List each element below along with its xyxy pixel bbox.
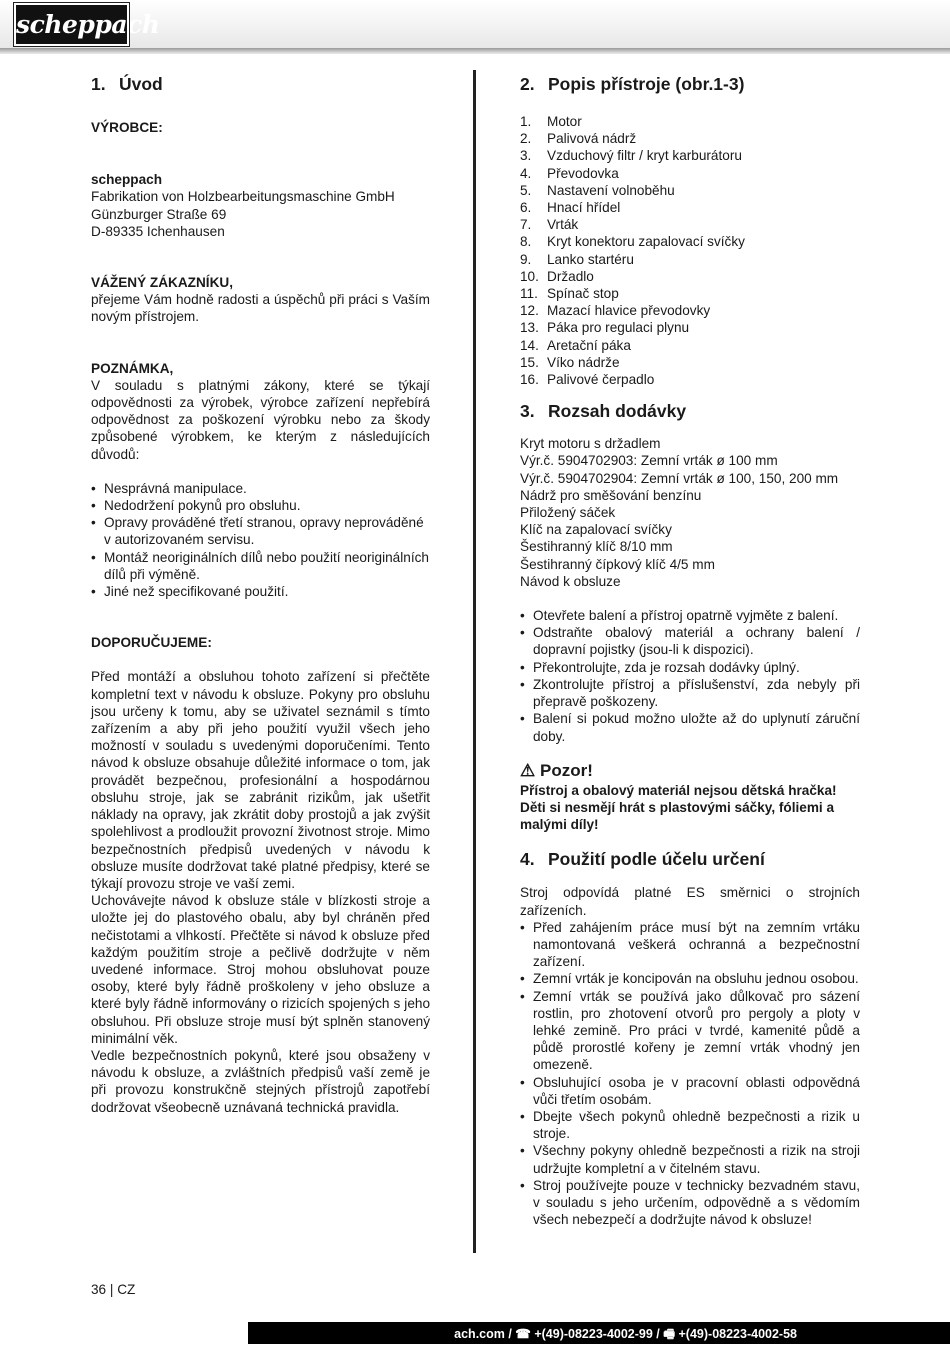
list-item xyxy=(520,199,860,216)
item-label: Aretační páka xyxy=(547,337,631,353)
item-label: Kryt konektoru zapalovací svíčky xyxy=(547,234,745,250)
item-label: Nastavení volnoběhu xyxy=(547,182,675,198)
list-item xyxy=(520,233,860,250)
item-number: 5. xyxy=(520,182,532,198)
item-number: 10. xyxy=(520,268,539,284)
unpack-list xyxy=(520,607,860,745)
item-number: 8. xyxy=(520,234,532,250)
list-item: • Všechny pokyny ohledně bezpečnosti a rizik na stroji udržujte kompletní a v čitelném stavu. xyxy=(520,1142,860,1176)
list-item xyxy=(520,371,860,388)
delivery-item: Šestihranný klíč 8/10 mm xyxy=(520,539,673,555)
list-item: • Zkontrolujte přístroj a příslušenství, zda nebyly při přepravě poškozeny. xyxy=(520,676,860,710)
list-item: • Montáž neoriginálních dílů nebo použití neoriginálních dílů při výměně. xyxy=(91,549,430,583)
list-item: • Jiné než specifikované použití. xyxy=(91,583,430,600)
recommend-paragraph: Uchovávejte návod k obsluze stále v blízkosti stroje a uložte jej do plastového obalu, aby byl chráněn před nečistotami a vlhkostí. Přečtěte si návod k obsluze před každým použitím stroje a pečlivě dodržujte v něm uvedené informace. Stroj mohou obsluhovat pouze osoby, které byly řádně proškoleny v jeho obsluze a které byly řádně informovány o rizicích spojených s jeho obsluhou. Při obsluze stroje musí být splněn stanovený minimální věk. xyxy=(91,893,430,1046)
footer-bar-left xyxy=(0,1322,154,1344)
list-item: • Obsluhující osoba je v pracovní oblasti odpovědná vůči třetím osobám. xyxy=(520,1074,860,1108)
delivery-item: Šestihranný čípkový klíč 4/5 mm xyxy=(520,556,715,572)
delivery-item: Kryt motoru s držadlem xyxy=(520,436,661,452)
list-item xyxy=(520,251,860,268)
column-divider xyxy=(473,70,476,1253)
item-label: Hnací hřídel xyxy=(547,200,621,216)
list-item xyxy=(520,319,860,336)
right-column xyxy=(520,70,860,1228)
list-item: • Opravy prováděné třetí stranou, opravy neprováděné v autorizovaném servisu. xyxy=(91,514,430,548)
list-item: • Nedodržení pokynů pro obsluhu. xyxy=(91,497,430,514)
list-item: • Zemní vrták se používá jako důlkovač pro sázení rostlin, pro zhotovení otvorů pro pergoly a ploty v lehké zemině. Pro práci v tvrdé, kamenité půdě a půdě prorostlé kořeny je zemní vrták vhodný jen omezeně. xyxy=(520,988,860,1074)
item-number: 13. xyxy=(520,320,539,336)
warning-icon: ⚠ xyxy=(520,760,536,780)
list-item: • Překontrolujte, zda je rozsah dodávky úplný. xyxy=(520,659,860,676)
section-number: 1. xyxy=(91,74,106,94)
list-item: • Otevřete balení a přístroj opatrně vyjměte z balení. xyxy=(520,607,860,624)
item-number: 11. xyxy=(520,286,538,302)
item-number: 12. xyxy=(520,303,539,319)
usage-intro: Stroj odpovídá platné ES směrnici o strojních zařízeních. xyxy=(520,885,860,918)
usage-list xyxy=(520,919,860,1229)
section-3-heading xyxy=(520,400,860,422)
item-number: 14. xyxy=(520,337,539,353)
warning-title: Pozor! xyxy=(539,760,593,780)
list-item xyxy=(520,354,860,371)
address-line: D-89335 Ichenhausen xyxy=(91,223,225,239)
list-item xyxy=(520,113,860,130)
list-item: • Stroj používejte pouze v technicky bezvadném stavu, v souladu s jeho určením, odpovědně a s vědomím všech nebezpečí a dodržujte návod k obsluze! xyxy=(520,1177,860,1229)
left-column xyxy=(91,70,430,1116)
delivery-item: Výr.č. 5904702903: Zemní vrták ø 100 mm xyxy=(520,453,778,469)
list-item xyxy=(520,130,860,147)
item-label: Vzduchový filtr / kryt karburátoru xyxy=(547,148,742,164)
footer-bar-gap xyxy=(154,1322,248,1344)
item-label: Palivová nádrž xyxy=(547,131,637,147)
item-label: Lanko startéru xyxy=(547,251,634,267)
list-item xyxy=(520,337,860,354)
list-item: • Před zahájením práce musí být na zemním vrtáku namontovaná veškerá ochranná a bezpečnostní zařízení. xyxy=(520,919,860,971)
address-line: Fabrikation von Holzbearbeitungsmaschine GmbH xyxy=(91,189,395,205)
list-item xyxy=(520,147,860,164)
item-label: Mazací hlavice převodovky xyxy=(547,303,711,319)
note-label: POZNÁMKA, xyxy=(91,360,174,376)
section-title: Popis přístroje (obr.1-3) xyxy=(548,74,745,94)
item-number: 16. xyxy=(520,372,539,388)
scheppach-logo: scheppach xyxy=(14,3,129,46)
section-4-heading xyxy=(520,848,860,870)
item-label: Páka pro regulaci plynu xyxy=(547,320,690,336)
list-item xyxy=(520,165,860,182)
item-number: 1. xyxy=(520,114,532,129)
item-label: Spínač stop xyxy=(547,286,619,302)
delivery-item: Výr.č. 5904702904: Zemní vrták ø 100, 150, 200 mm xyxy=(520,470,839,486)
address-line: Günzburger Straße 69 xyxy=(91,206,227,222)
company-name: scheppach xyxy=(91,172,163,188)
recommend-paragraph: Před montáží a obsluhou tohoto zařízení si přečtěte kompletní text v návodu k obsluze. Pokyny pro obsluhu jsou určeny k tomu, aby se uživatel seznámil s tímto zařízením a aby při jeho použití využil všech jeho možností v souladu s uvedenými doporučeními. Tento návod k obsluze obsahuje důležité informace o tom, jak provádět bezpečnou, profesionální a hospodárnou obsluhu stroje, jak se zabránit rizikům, jak ušetřit náklady na opravy, jak zkrátit doby prostojů a jak zvýšit spolehlivost a prodloužit provozní životnost stroje. Mimo bezpečnostních předpisů uvedených v návodu k obsluze musíte dodržovat také platné předpisy, které se týkají provozu stroje ve vaší zemi. xyxy=(91,669,430,891)
list-item xyxy=(520,268,860,285)
item-number: 15. xyxy=(520,354,539,370)
delivery-item: Nádrž pro směšování benzínu xyxy=(520,487,702,503)
note-list xyxy=(91,480,430,600)
delivery-list xyxy=(520,435,860,590)
list-item: • Balení si pokud možno uložte až do uplynutí záruční doby. xyxy=(520,710,860,744)
item-label: Palivové čerpadlo xyxy=(547,372,655,388)
section-1-heading xyxy=(91,73,430,95)
list-item xyxy=(520,182,860,199)
item-label: Víko nádrže xyxy=(547,354,620,370)
section-number: 4. xyxy=(520,849,535,870)
delivery-item: Přiložený sáček xyxy=(520,505,616,521)
manufacturer-label: VÝROBCE: xyxy=(91,120,163,135)
list-item xyxy=(520,216,860,233)
delivery-item: Klíč na zapalovací svíčky xyxy=(520,522,672,538)
item-label: Motor xyxy=(547,114,582,129)
customer-label: VÁŽENÝ ZÁKAZNÍKU, xyxy=(91,275,233,291)
item-label: Převodovka xyxy=(547,165,619,181)
header-shadow xyxy=(0,48,950,54)
section-number: 2. xyxy=(520,74,535,94)
list-item xyxy=(520,285,860,302)
section-number: 3. xyxy=(520,401,535,422)
section-2-heading xyxy=(520,73,860,95)
list-item: • Zemní vrták je koncipován na obsluhu jednou osobou. xyxy=(520,970,860,987)
note-text: V souladu s platnými zákony, které se týkají odpovědnosti za výrobek, výrobce zařízení nepřebírá odpovědnost za poškození výrobku nebo za škody způsobené výrobkem, ke kterým z následujících důvodů: xyxy=(91,377,430,462)
warning-heading xyxy=(520,760,860,782)
parts-list xyxy=(520,113,860,388)
recommend-label: DOPORUČUJEME: xyxy=(91,635,212,651)
item-number: 3. xyxy=(520,148,532,164)
list-item: • Nesprávná manipulace. xyxy=(91,480,430,497)
recommend-paragraph: Vedle bezpečnostních pokynů, které jsou obsaženy v návodu k obsluze, a zvláštních předpisů vaší země je při provozu konstrukčně stejných přístrojů zapotřebí dodržovat všeobecně uznávaná technická pravidla. xyxy=(91,1047,430,1115)
customer-text: přejeme Vám hodně radosti a úspěchů při práci s Vaším novým přístrojem. xyxy=(91,292,430,325)
item-number: 2. xyxy=(520,131,532,147)
list-item: • Dbejte všech pokynů ohledně bezpečnosti a rizik u stroje. xyxy=(520,1108,860,1142)
section-title: Rozsah dodávky xyxy=(548,401,687,422)
item-label: Držadlo xyxy=(547,268,594,284)
item-number: 7. xyxy=(520,217,532,233)
section-title: Úvod xyxy=(119,74,163,94)
footer-contact: ach.com / ☎ +(49)-08223-4002-99 / 🖷 +(49)-08223-4002-58 xyxy=(454,1327,797,1341)
item-number: 4. xyxy=(520,165,532,181)
delivery-item: Návod k obsluze xyxy=(520,573,621,589)
list-item: • Odstraňte obalový materiál a ochrany balení / dopravní pojistky (jsou-li k dispozici). xyxy=(520,624,860,658)
page-number: 36 | CZ xyxy=(91,1282,136,1297)
item-number: 9. xyxy=(520,251,532,267)
item-label: Vrták xyxy=(547,217,579,233)
list-item xyxy=(520,302,860,319)
item-number: 6. xyxy=(520,200,532,216)
page-header xyxy=(0,0,950,62)
section-title: Použití podle účelu určení xyxy=(548,849,765,870)
warning-text: Přístroj a obalový materiál nejsou dětská hračka! Děti si nesmějí hrát s plastovými sáčky, fóliemi a malými díly! xyxy=(520,782,837,833)
